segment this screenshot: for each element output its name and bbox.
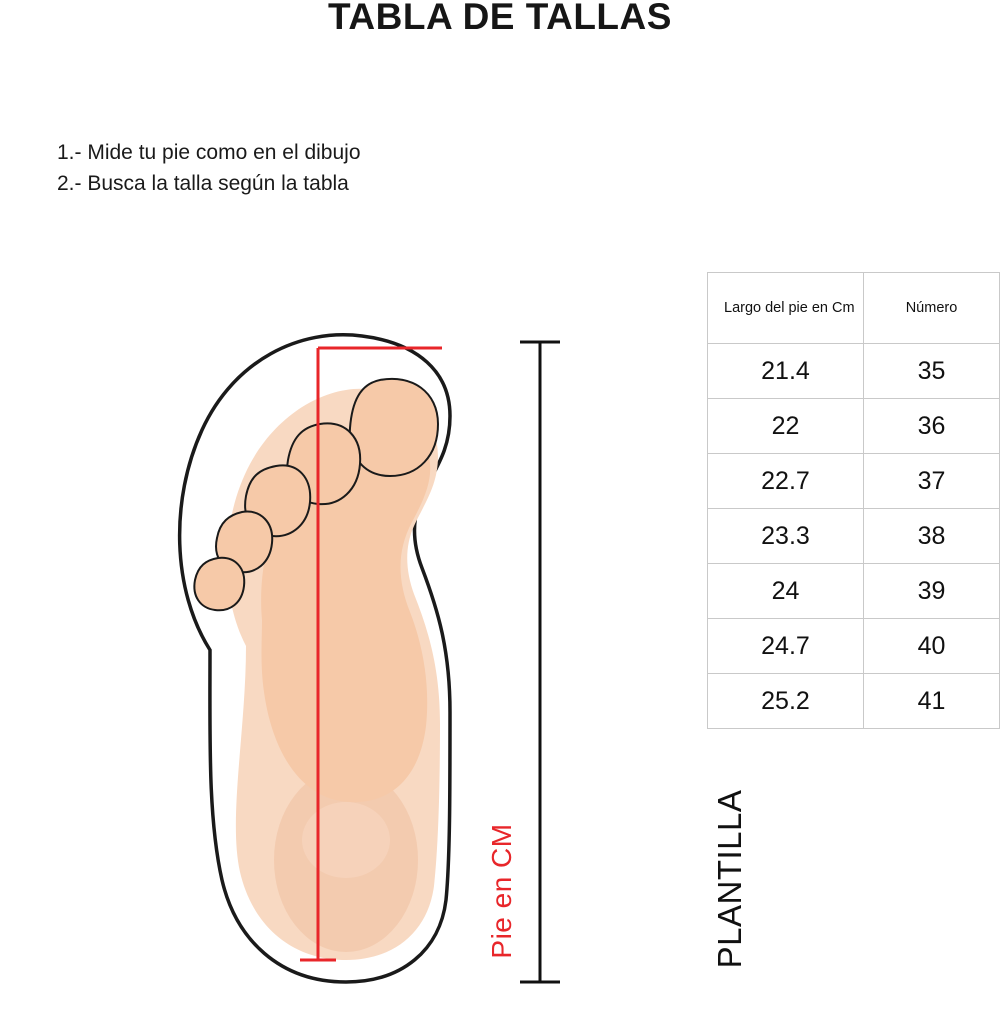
cell-foot-length: 24.7 [708, 619, 864, 674]
size-chart-table [707, 272, 1000, 729]
instruction-line-2: 2.- Busca la talla según la tabla [57, 172, 349, 195]
instructions-block [57, 137, 361, 199]
cell-size-number: 35 [864, 344, 1000, 399]
cell-foot-length: 22.7 [708, 454, 864, 509]
table-header-row [708, 273, 1000, 344]
page-title: TABLA DE TALLAS [328, 0, 672, 37]
cell-foot-length: 22 [708, 399, 864, 454]
table-row [708, 454, 1000, 509]
cell-size-number: 37 [864, 454, 1000, 509]
table-row [708, 619, 1000, 674]
cell-size-number: 39 [864, 564, 1000, 619]
table-row [708, 399, 1000, 454]
table-row [708, 344, 1000, 399]
cell-foot-length: 24 [708, 564, 864, 619]
insole-label: PLANTILLA [711, 789, 748, 969]
table-row [708, 564, 1000, 619]
table-row [708, 674, 1000, 729]
column-header-foot-length: Largo del pie en Cm [708, 273, 864, 344]
column-header-size-number: Número [864, 273, 1000, 344]
instruction-line-1: 1.- Mide tu pie como en el dibujo [57, 141, 361, 164]
insole-length-measure-line [520, 342, 560, 982]
foot-measurement-diagram [150, 320, 748, 1000]
cell-size-number: 36 [864, 399, 1000, 454]
table-row [708, 509, 1000, 564]
cell-size-number: 41 [864, 674, 1000, 729]
cell-foot-length: 25.2 [708, 674, 864, 729]
cell-foot-length: 23.3 [708, 509, 864, 564]
foot-illustration-icon [150, 320, 590, 1000]
cell-size-number: 40 [864, 619, 1000, 674]
cell-foot-length: 21.4 [708, 344, 864, 399]
cell-size-number: 38 [864, 509, 1000, 564]
foot-length-label: Pie en CM [486, 823, 517, 959]
